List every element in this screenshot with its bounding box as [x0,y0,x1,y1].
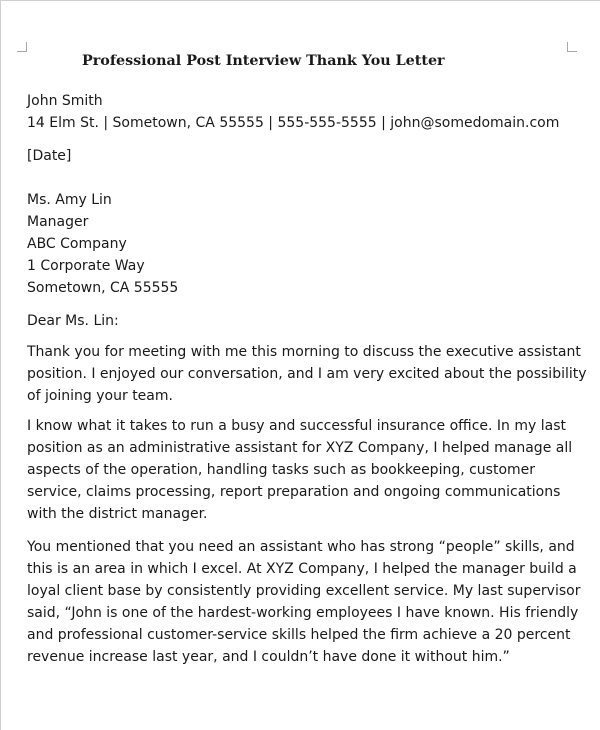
recipient-street: 1 Corporate Way [27,258,145,274]
paragraph-line: of joining your team. [27,388,173,404]
paragraph-line: and professional customer-service skills helped the firm achieve a 20 percent [27,627,571,643]
paragraph-line: I know what it takes to run a busy and successful insurance office. In my last [27,418,566,434]
sender-name: John Smith [27,93,103,109]
paragraph-line: position. I enjoyed our conversation, and I am very excited about the possibility [27,366,587,382]
paragraph-line: Thank you for meeting with me this morning to discuss the executive assistant [27,344,581,360]
paragraph-line: this is an area in which I excel. At XYZ Company, I helped the manager build a [27,561,577,577]
recipient-company: ABC Company [27,236,127,252]
paragraph-experience [27,415,573,525]
crop-mark-top-left [17,42,27,52]
sender-address: 14 Elm St. | Sometown, CA 55555 | 555-555-5555 | john@somedomain.com [27,115,560,131]
document-title: Professional Post Interview Thank You Letter [82,53,445,69]
paragraph-line: position as an administrative assistant for XYZ Company, I helped manage all [27,440,573,456]
paragraph-skills [27,536,581,668]
paragraph-line: You mentioned that you need an assistant who has strong “people” skills, and [27,539,575,555]
paragraph-line: said, “John is one of the hardest-working employees I have known. His friendly [27,605,579,621]
paragraph-line: loyal client base by consistently providing excellent service. My last supervisor [27,583,581,599]
paragraph-line: aspects of the operation, handling tasks such as bookkeeping, customer [27,462,536,478]
paragraph-thanks [27,341,587,407]
crop-mark-top-right [567,42,577,52]
recipient-title: Manager [27,214,89,230]
recipient-city: Sometown, CA 55555 [27,280,179,296]
paragraph-line: with the district manager. [27,506,208,522]
recipient-name: Ms. Amy Lin [27,192,112,208]
paragraph-line: service, claims processing, report preparation and ongoing communications [27,484,561,500]
salutation: Dear Ms. Lin: [27,313,119,329]
paragraph-line: revenue increase last year, and I couldn’t have done it without him.” [27,649,510,665]
letter-date: [Date] [27,148,72,164]
